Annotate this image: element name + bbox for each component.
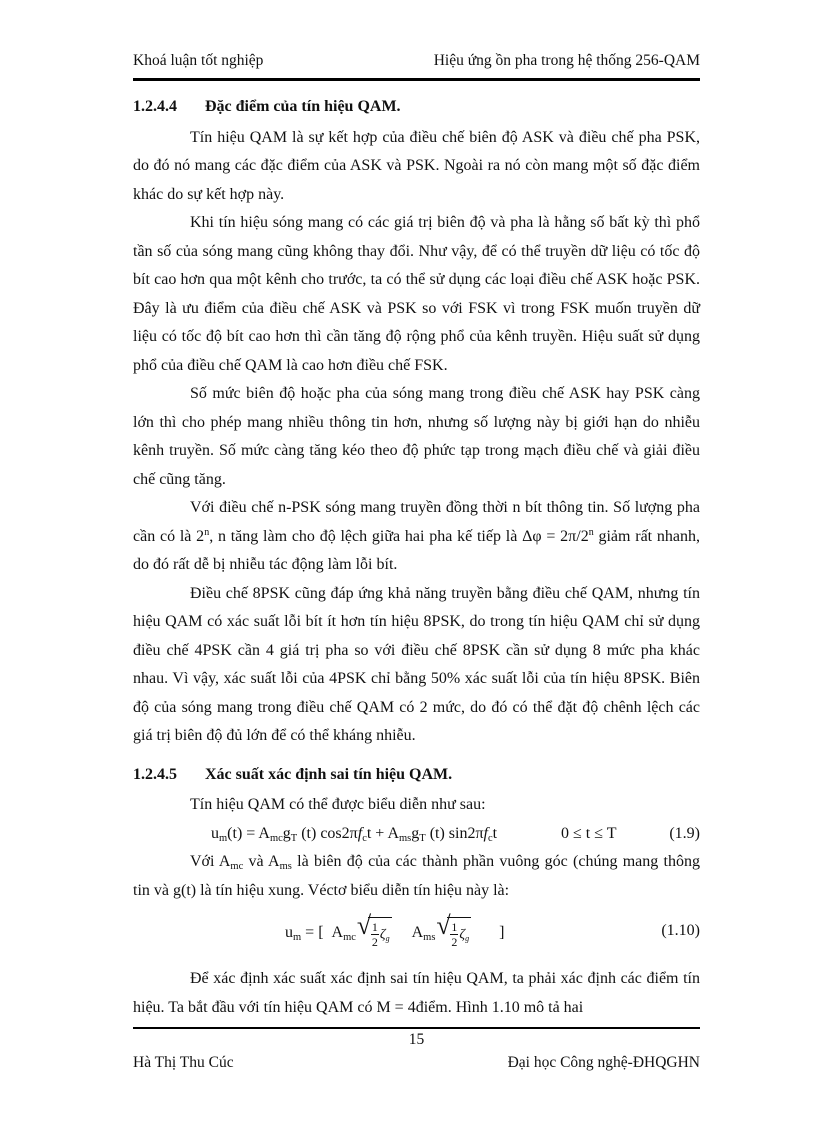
equation-1.10	[133, 907, 700, 963]
header-right-text: Hiệu ứng ồn pha trong hệ thống 256-QAM	[433, 52, 700, 69]
page-number: 15	[408, 1031, 425, 1048]
header-rule	[133, 78, 700, 81]
paragraph: Tín hiệu QAM có thể được biểu diễn như sau:	[190, 796, 486, 813]
paragraph: Với điều chế n-PSK sóng mang truyền đồng thời n bít thông tin. Số lượng pha cần có là 2$^n$, n tăng làm cho độ lệch giữa hai pha kế tiếp là $\Delta\varphi = 2\pi/2^n$ giảm rất nhanh, do đó rất dễ bị nhiễu tác động làm lỗi bít.	[133, 499, 701, 573]
page-content	[133, 93, 700, 1022]
page-header	[133, 52, 700, 74]
header-left-text: Khoá luận tốt nghiệp	[133, 52, 264, 69]
section-heading-1.2.4.4	[133, 93, 700, 122]
equation-1.9	[133, 820, 700, 849]
paragraph: Với $A_{mc}$ và $A_{ms}$ là biên độ của các thành phần vuông góc (chúng mang thông tin và g(t) là tín hiệu xung. Véctơ biểu diễn tín hiệu này là:	[133, 853, 700, 899]
section-number: 1.2.4.5	[133, 765, 177, 783]
equation-number: (1.9)	[669, 824, 700, 842]
footer-author: Hà Thị Thu Cúc	[133, 1054, 234, 1071]
footer-rule	[133, 1027, 700, 1029]
equation-body: $u_m$ = [ $A_{mc}$ √ $\frac{1}{2}$ $\zeta_g$ $A_{ms}$ √ $\frac{1}{2}$ $\zeta_g$ ]	[285, 917, 504, 950]
section-title: Xác suất xác định sai tín hiệu QAM.	[205, 765, 453, 783]
section-title: Đặc điểm của tín hiệu QAM.	[205, 98, 401, 115]
equation-number: (1.10)	[661, 922, 700, 939]
paragraph: Tín hiệu QAM là sự kết hợp của điều chế biên độ ASK và điều chế pha PSK, do đó nó mang các đặc điểm của ASK và PSK. Ngoài ra nó còn mang một số đặc điểm khác do sự kết hợp này.	[133, 128, 700, 203]
paragraph: Điều chế 8PSK cũng đáp ứng khả năng truyền bằng điều chế QAM, nhưng tín hiệu QAM có xác suất lỗi bít ít hơn tín hiệu 8PSK, do trong tín hiệu QAM chỉ sử dụng điều chế 4PSK cần 4 giá trị pha so với điều chế 8PSK cần sử dụng 8 mức pha khác nhau. Vì vậy, xác suất lỗi của 4PSK chỉ bằng 50% xác suất lỗi của tín hiệu 8PSK. Biên độ của sóng mang trong điều chế QAM có 2 mức, do đó có thể đặt độ chênh lệch các giá trị biên độ đủ lớn để có thể kháng nhiễu.	[133, 584, 700, 744]
section-heading-1.2.4.5	[133, 761, 700, 790]
paragraph: Khi tín hiệu sóng mang có các giá trị biên độ và pha là hằng số bất kỳ thì phổ tần số của sóng mang cũng không thay đổi. Như vậy, để có thể truyền dữ liệu có tốc độ bít cao hơn qua một kênh cho trước, ta có thể sử dụng các loại điều chế ASK hoặc PSK. Đây là ưu điểm của điều chế ASK và PSK so với FSK vì trong FSK muốn truyền dữ liệu có tốc độ bít cao hơn thì cần tăng độ rộng phổ của kênh truyền. Hiệu suất sử dụng phổ của điều chế QAM là cao hơn điều chế FSK.	[133, 214, 700, 374]
sqrt-term: √ $\frac{1}{2}$ $\zeta_g$	[447, 917, 471, 950]
equation-condition: 0 ≤ t ≤ T	[561, 824, 617, 842]
paragraph: Để xác định xác suất xác định sai tín hiệu QAM, ta phải xác định các điểm tín hiệu. Ta bắt đầu với tín hiệu QAM có M = 4điểm. Hình 1.10 mô tả hai	[133, 970, 700, 1016]
section-number: 1.2.4.4	[133, 98, 177, 115]
equation-body: $u_m(t) = A_{mc}g_T$ (t) $\cos 2\pi f_ct + A_{ms}g_T$ (t) $\sin 2\pi f_ct$	[211, 824, 498, 844]
paragraph: Số mức biên độ hoặc pha của sóng mang trong điều chế ASK hay PSK càng lớn thì cho phép mang nhiều thông tin hơn, nhưng số lượng này bị giới hạn do nhiễu kênh truyền. Số mức càng tăng kéo theo độ phức tạp trong mạch điều chế và giải điều chế cũng tăng.	[133, 385, 700, 488]
sqrt-term: √ $\frac{1}{2}$ $\zeta_g$	[368, 917, 392, 950]
footer-institution: Đại học Công nghệ-ĐHQGHN	[507, 1054, 700, 1071]
